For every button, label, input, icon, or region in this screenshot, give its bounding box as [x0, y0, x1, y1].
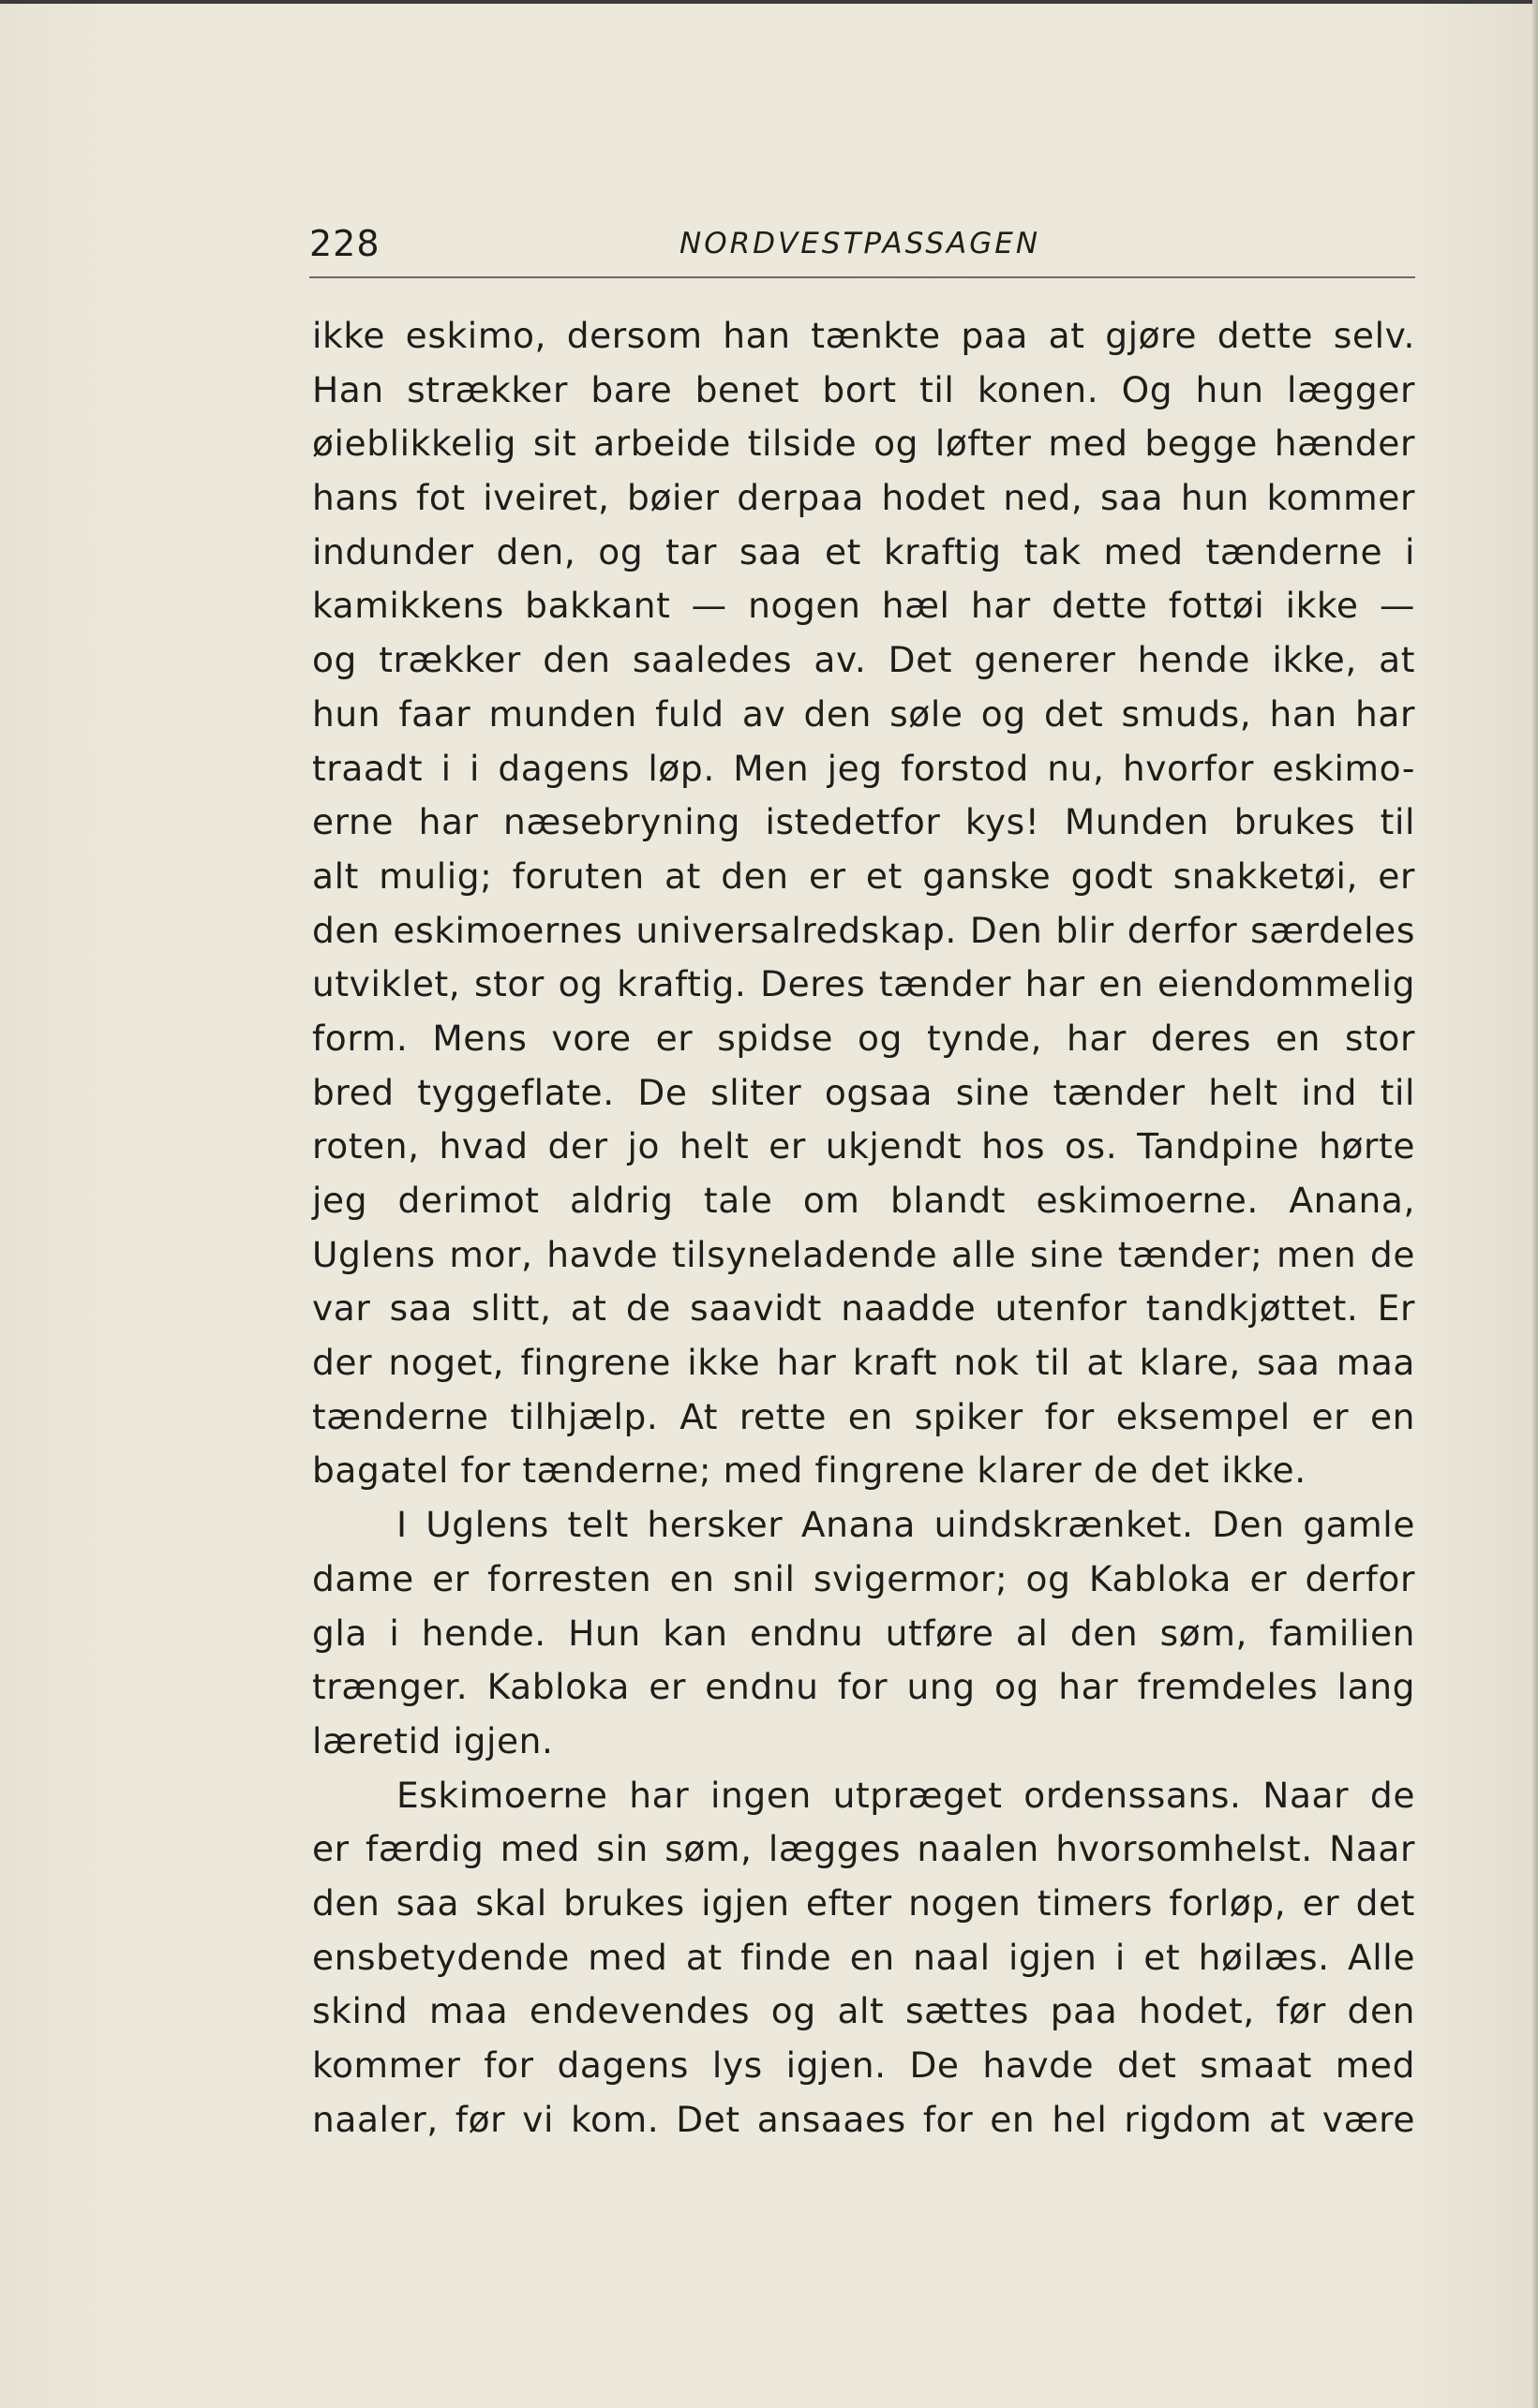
- text-line: gla i hende. Hun kan endnu utføre al den søm, familien: [312, 1612, 1415, 1654]
- text-line: bagatel for tænderne; med fingrene klarer de det ikke.: [312, 1449, 1307, 1492]
- scan-right-edge: [1532, 0, 1538, 2408]
- text-line: Han strækker bare benet bort til konen. Og hun lægger: [312, 368, 1415, 410]
- running-title: NORDVESTPASSAGEN: [679, 227, 1041, 260]
- text-line: var saa slitt, at de saavidt naadde utenfor tandkjøttet. Er: [312, 1287, 1415, 1330]
- text-line: hun faar munden fuld av den søle og det smuds, han har: [312, 692, 1415, 735]
- text-line: dame er forresten en snil svigermor; og Kabloka er derfor: [312, 1557, 1415, 1599]
- header-rule: [309, 276, 1415, 278]
- text-line: den eskimoernes universalredskap. Den blir derfor særdeles: [312, 909, 1415, 951]
- text-line: roten, hvad der jo helt er ukjendt hos os. Tandpine hørte: [312, 1125, 1415, 1167]
- text-line: og trækker den saaledes av. Det generer hende ikke, at: [312, 639, 1415, 681]
- text-line: der noget, fingrene ikke har kraft nok til at klare, saa maa: [312, 1342, 1415, 1384]
- body-text: [312, 309, 1415, 2147]
- text-line: hans fot iveiret, bøier derpaa hodet ned, saa hun kommer: [312, 477, 1415, 519]
- paragraph-first-line: Eskimoerne har ingen utpræget ordenssans. Naar de: [396, 1774, 1415, 1816]
- text-line: skind maa endevendes og alt sættes paa hodet, før den: [312, 1990, 1415, 2032]
- scan-top-edge: [0, 0, 1538, 4]
- text-line: læretid igjen.: [312, 1719, 554, 1761]
- text-line: naaler, før vi kom. Det ansaaes for en hel rigdom at være: [312, 2098, 1415, 2140]
- text-line: bred tyggeflate. De sliter ogsaa sine tænder helt ind til: [312, 1071, 1415, 1113]
- text-line: ikke eskimo, dersom han tænkte paa at gjøre dette selv.: [312, 315, 1415, 356]
- text-line: er færdig med sin søm, lægges naalen hvorsomhelst. Naar: [312, 1828, 1415, 1870]
- text-line: Uglens mor, havde tilsyneladende alle sine tænder; men de: [312, 1233, 1415, 1275]
- text-line: kommer for dagens lys igjen. De havde det smaat med: [312, 2044, 1415, 2086]
- page-number: 228: [309, 223, 381, 264]
- text-line: kamikkens bakkant — nogen hæl har dette fottøi ikke —: [312, 585, 1415, 627]
- text-line: form. Mens vore er spidse og tynde, har deres en stor: [312, 1017, 1415, 1059]
- text-line: indunder den, og tar saa et kraftig tak med tænderne i: [312, 530, 1415, 572]
- text-line: utviklet, stor og kraftig. Deres tænder har en eiendommelig: [312, 963, 1415, 1005]
- text-line: traadt i i dagens løp. Men jeg forstod nu, hvorfor eskimo-: [312, 747, 1415, 789]
- text-line: ensbetydende med at finde en naal igjen i et høilæs. Alle: [312, 1936, 1415, 1978]
- text-line: jeg derimot aldrig tale om blandt eskimoerne. Anana,: [312, 1180, 1415, 1221]
- text-line: erne har næsebryning istedetfor kys! Munden brukes til: [312, 801, 1415, 843]
- text-line: alt mulig; foruten at den er et ganske godt snakketøi, er: [312, 855, 1415, 897]
- text-line: øieblikkelig sit arbeide tilside og løfter med begge hænder: [312, 423, 1415, 465]
- text-line: trænger. Kabloka er endnu for ung og har fremdeles lang: [312, 1666, 1415, 1708]
- page-header: [309, 223, 1415, 279]
- paragraph-first-line: I Uglens telt hersker Anana uindskrænket. Den gamle: [396, 1504, 1415, 1546]
- text-line: den saa skal brukes igjen efter nogen timers forløp, er det: [312, 1881, 1415, 1924]
- text-line: tænderne tilhjælp. At rette en spiker for eksempel er en: [312, 1395, 1415, 1437]
